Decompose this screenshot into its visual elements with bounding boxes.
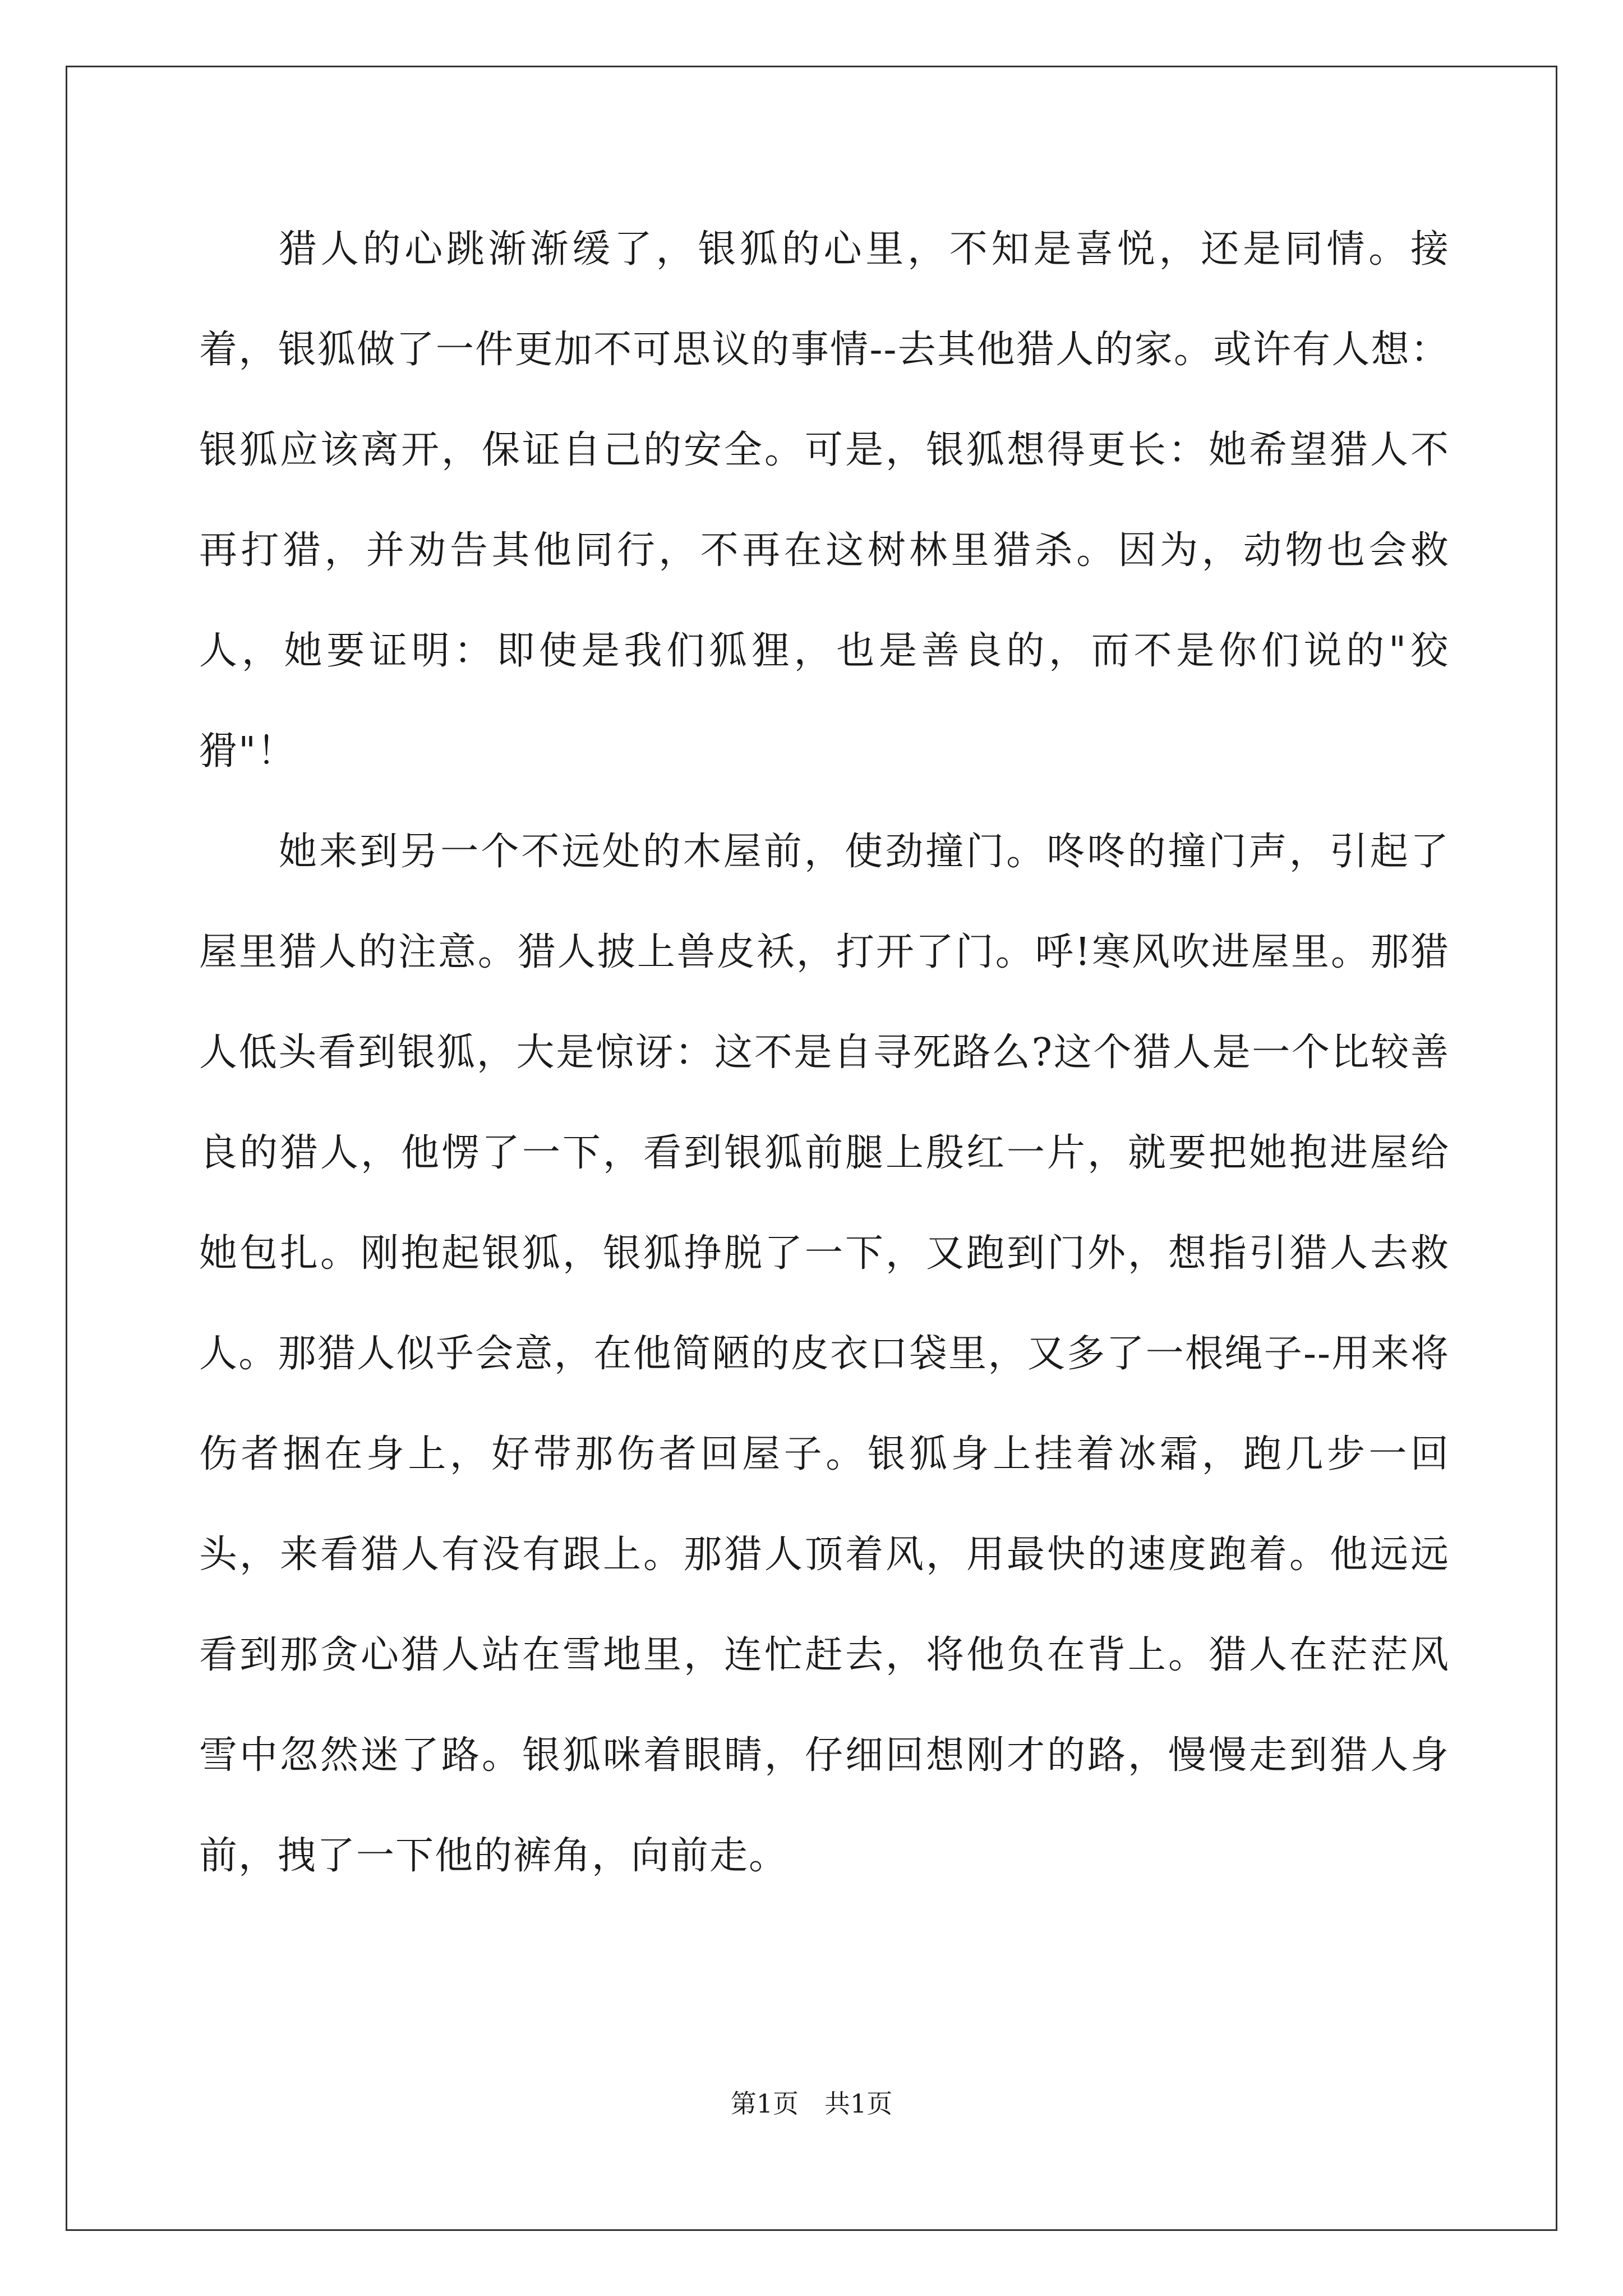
page-footer [0,2087,1623,2120]
page-number: 第1页 [730,2088,799,2119]
paragraph-2: 她来到另一个不远处的木屋前，使劲撞门。咚咚的撞门声，引起了屋里猎人的注意。猎人披上兽皮袄，打开了门。呼!寒风吹进屋里。那猎人低头看到银狐，大是惊讶：这不是自寻死路么?这个猎人是一个比较善良的猎人，他愣了一下，看到银狐前腿上殷红一片，就要把她抱进屋给她包扎。刚抱起银狐，银狐挣脱了一下，又跑到门外，想指引猎人去救人。那猎人似乎会意，在他简陋的皮衣口袋里，又多了一根绳子--用来将伤者捆在身上，好带那伤者回屋子。银狐身上挂着冰霜，跑几步一回头，来看猎人有没有跟上。那猎人顶着风，用最快的速度跑着。他远远看到那贪心猎人站在雪地里，连忙赶去，将他负在背上。猎人在茫茫风雪中忽然迷了路。银狐咪着眼睛，仔细回想刚才的路，慢慢走到猎人身前，拽了一下他的裤角，向前走。 [199,830,1450,1878]
paragraph-1: 猎人的心跳渐渐缓了，银狐的心里，不知是喜悦，还是同情。接着，银狐做了一件更加不可思议的事情--去其他猎人的家。或许有人想：银狐应该离开，保证自己的安全。可是，银狐想得更长：她希望猎人不再打猎，并劝告其他同行，不再在这树林里猎杀。因为，动物也会救人，她要证明：即使是我们狐狸，也是善良的，而不是你们说的"狡猾"！ [199,227,1450,774]
document-body [199,199,1450,1906]
page-total: 共1页 [824,2088,893,2119]
